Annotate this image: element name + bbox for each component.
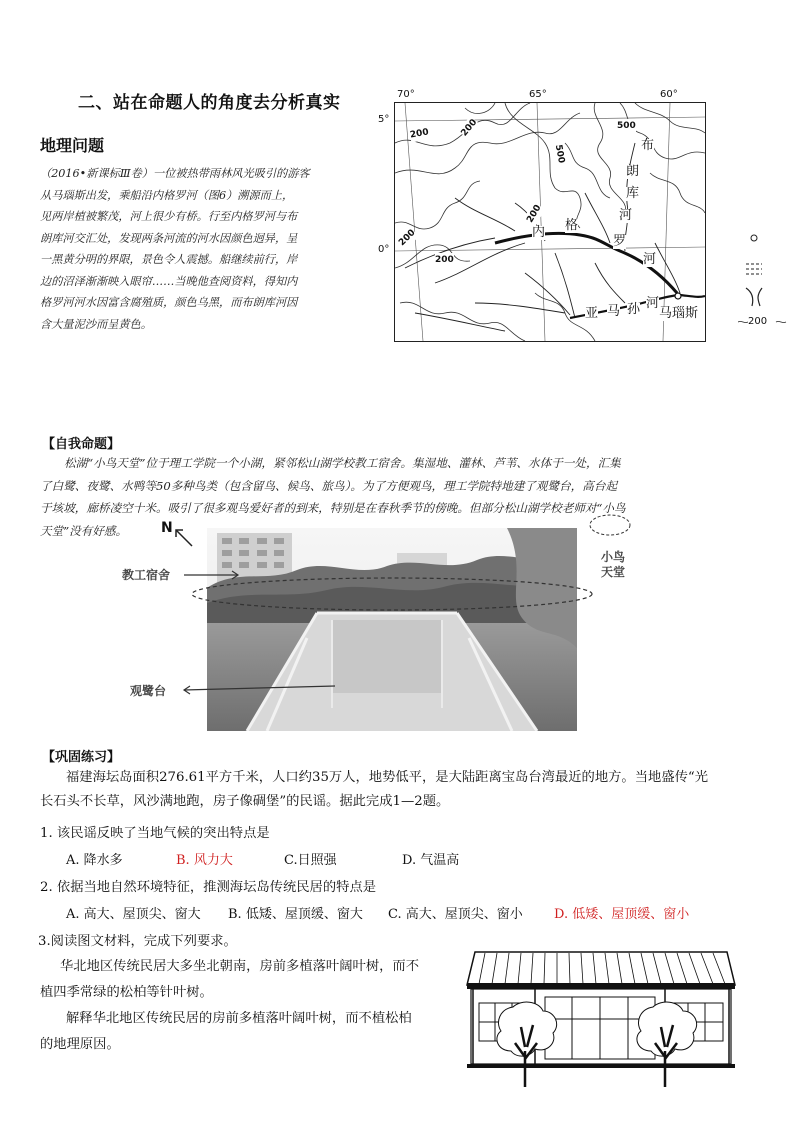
longitude-label-60: 60°: [660, 89, 678, 100]
dorm-label: 教工宿舍: [122, 568, 171, 582]
platform-arrow-icon: [180, 682, 340, 696]
river-label-negro: 罗: [613, 234, 627, 249]
intro-line: 格罗河河水因富含腐殖质，颜色乌黑，而布朗库河因: [40, 296, 298, 309]
dorm-arrow-icon: [182, 568, 242, 582]
river-label-negro: 内: [532, 225, 546, 240]
q3-text-line: 植四季常绿的松柏等针叶树。: [40, 985, 213, 1000]
north-arrow-icon: [174, 528, 196, 550]
self-question-header: 【自我命题】: [42, 437, 121, 452]
platform-label: 观鹭台: [130, 684, 167, 698]
bird-heaven-label-line: 小鸟: [601, 550, 626, 564]
river-map: [394, 102, 706, 342]
contour-label: 200: [459, 117, 480, 139]
contour-label: 200: [397, 227, 418, 249]
bird-heaven-label: [601, 550, 625, 580]
q2-option-b: B. 低矮、屋顶缓、窗大: [228, 907, 363, 922]
contour-label: 200: [435, 255, 454, 265]
question-1-stem: 1. 该民谣反映了当地气候的突出特点是: [40, 826, 270, 841]
question-2-stem: 2. 依据当地自然环境特征，推测海坛岛传统民居的特点是: [40, 880, 377, 895]
river-label-amazon: 孙: [627, 302, 641, 317]
north-label: N: [161, 520, 173, 536]
practice-intro-line: 长石头不长草，风沙满地跑，房子像碉堡”的民谣。据此完成1—2题。: [40, 794, 450, 809]
self-question-line: 了白鹭、夜鹭、水鸭等50多种鸟类（包含留鸟、候鸟、旅鸟）。为了方便观鸟，理工学院特地建了观鹭台，高台起: [40, 478, 618, 493]
contour-label: 200: [409, 127, 430, 141]
contour-legend-icon: [738, 321, 748, 322]
intro-line: 见两岸植被繁茂，河上很少有桥。行至内格罗河与布: [40, 210, 298, 223]
contour-label: 200: [525, 203, 544, 225]
river-label-branco: 库: [626, 186, 640, 201]
q2-option-d-answer: D. 低矮、屋顶缓、窗小: [554, 907, 690, 922]
question-3-stem: 3.阅读图文材料，完成下列要求。: [38, 934, 237, 949]
river-label-negro: 格: [565, 218, 579, 233]
bird-heaven-photo: [207, 528, 577, 731]
q1-option-b-answer: B. 风力大: [176, 853, 233, 868]
section-subtitle: 地理问题: [40, 136, 105, 155]
city-legend-icon: [751, 235, 757, 241]
q2-option-a: A. 高大、屋顶尖、窗大: [66, 907, 201, 922]
intro-line: 从马瑙斯出发，乘船沿内格罗河（图6）溯源而上，: [40, 188, 294, 202]
intro-line: 朗库河交汇处，发现两条河流的河水因颜色迥异，呈: [40, 231, 298, 245]
contour-label: 500: [617, 121, 636, 131]
practice-intro: [40, 766, 760, 814]
q1-option-c: C.日照强: [284, 853, 337, 868]
river-label-amazon: 亚: [585, 306, 599, 321]
longitude-label-65: 65°: [529, 89, 547, 100]
river-label-branco: 河: [619, 208, 633, 223]
latitude-label-0: 0°: [378, 244, 390, 255]
contour-legend-label: 200: [748, 316, 768, 327]
river-label-branco: 朗: [626, 164, 640, 179]
city-label-manaus: 马瑙斯: [659, 306, 699, 321]
intro-line: 含大量泥沙而呈黄色。: [40, 317, 152, 331]
manaus-city-marker: [675, 293, 681, 299]
q2-option-c: C. 高大、屋顶尖、窗小: [388, 907, 523, 922]
q3-text-line: 的地理原因。: [40, 1037, 120, 1052]
longitude-label-70: 70°: [397, 89, 415, 100]
river-label-negro: 河: [643, 252, 657, 267]
self-question-line: 天堂”没有好感。: [40, 523, 128, 538]
bird-heaven-label-line: 天堂: [601, 565, 626, 579]
river-label-branco: 布: [641, 138, 655, 153]
self-question-line: 松湖“小鸟天堂”位于理工学院一个小湖，紧邻松山湖学校教工宿舍。集湿地、灌林、芦苇、水体于一处，汇集: [64, 456, 621, 470]
contour-label: 500: [552, 143, 566, 165]
trees-ellipse-marker: [188, 574, 596, 614]
courtyard-house-sketch: [465, 947, 740, 1093]
bird-heaven-ellipse-marker: [588, 513, 632, 537]
river-label-amazon: 马: [607, 304, 621, 319]
intro-line: （2016•新课标Ⅲ卷）一位被热带雨林风光吸引的游客: [40, 167, 310, 180]
q3-text-line: 华北地区传统民居大多坐北朝南，房前多植落叶阔叶树，而不: [60, 959, 420, 974]
deciduous-tree-icon: [637, 1002, 697, 1087]
latitude-label-5: 5°: [378, 114, 390, 125]
intro-line: 边的沼泽渐渐映入眼帘……当晚他查阅资料，得知内: [40, 274, 298, 288]
intro-paragraph: [40, 163, 370, 335]
river-label-amazon: 河: [646, 296, 660, 311]
q1-option-d: D. 气温高: [402, 853, 460, 868]
intro-line: 一黑黄分明的界限，景色令人震撼。船继续前行，岸: [40, 253, 298, 266]
deciduous-tree-icon: [497, 1002, 557, 1087]
river-legend-icon: [746, 288, 762, 306]
q3-text-line: 解释华北地区传统民居的房前多植落叶阔叶树，而不植松柏: [66, 1011, 412, 1026]
self-question-line: 于垓坡，廊桥凌空十米。吸引了很多观鸟爱好者的到来，特别是在春秋季节的傍晚。但部分松山湖学校老师对“小鸟: [40, 501, 626, 515]
section-title: 二、站在命题人的角度去分析真实: [78, 93, 341, 113]
q1-option-a: A. 降水多: [66, 853, 123, 868]
question-3-text: [40, 954, 450, 1058]
practice-intro-line: 福建海坛岛面积276.61平方千米，人口约35万人，地势低平，是大陆距离宝岛台湾最近的地方。当地盛传“光: [66, 770, 709, 785]
practice-header: 【巩固练习】: [42, 750, 121, 765]
swamp-legend-icon: [746, 264, 762, 274]
